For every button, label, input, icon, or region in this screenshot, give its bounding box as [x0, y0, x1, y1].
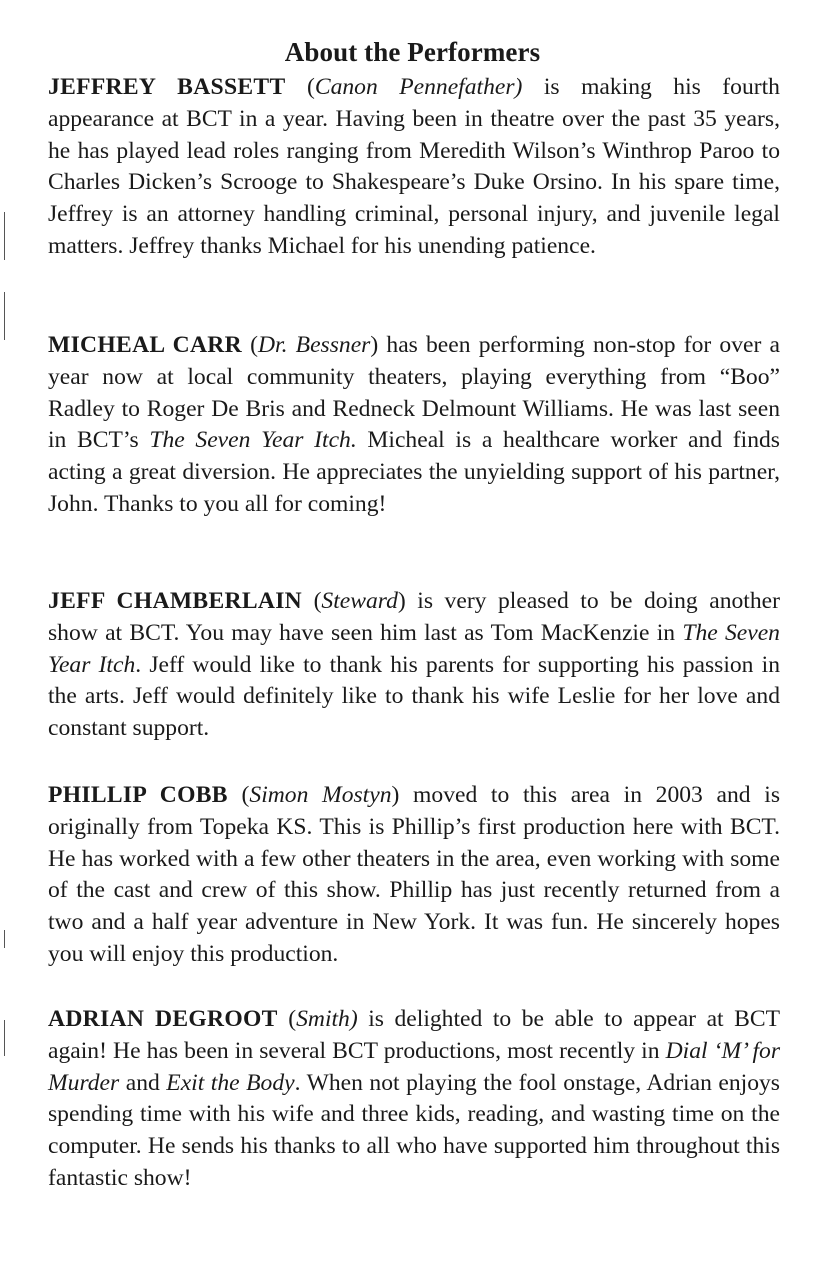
- performer-bio: ADRIAN DEGROOT (Smith) is delighted to be able to appear at BCT again! He has been in several BCT productions, most recently in Dial ‘M’ for Murder and Exit the Body. When not playing the fool onstage, Adrian enjoys spending time with his wife and three kids, reading, and wasting time on the computer. He sends his thanks to all who have supported him throughout this fantastic show!: [48, 1006, 781, 1191]
- performer-name: JEFF CHAMBERLAIN: [48, 588, 303, 614]
- bio-text-segment: Micheal is a healthcare worker and finds acting a great diversion. He appreciates the unyielding support of his partner, John. Thanks to you all for coming!: [48, 427, 780, 517]
- page-title: About the Performers: [284, 37, 541, 67]
- bio-text-segment: ) has been performing non-stop for over a year now at local community theaters, playing everything from “Boo” Radley to Roger De Bris and Redneck Delmount Williams. He was last seen in BCT’s: [48, 332, 780, 454]
- bio-text: [48, 1006, 780, 1191]
- performer-name: PHILLIP COBB: [48, 782, 228, 808]
- scan-edge-mark: [4, 292, 5, 340]
- bio-text: [48, 74, 780, 259]
- performer-bio: MICHEAL CARR (Dr. Bessner) has been performing non-stop for over a year now at local community theaters, playing everything from “Boo” Radley to Roger De Bris and Redneck Delmount Williams. He was last seen in BCT’s The Seven Year Itch. Micheal is a healthcare worker and finds acting a great diversion. He appreciates the unyielding support of his partner, John. Thanks to you all for coming!: [48, 332, 780, 517]
- bio-text-segment: ) moved to this area in 2003 and is originally from Topeka KS. This is Phillip’s first production here with BCT. He has worked with a few other theaters in the area, even working with some of the cast and crew of this show. Phillip has just recently returned from a two and a half year adventure in New York. It was fun. He sincerely hopes you will enjoy this production.: [48, 782, 781, 967]
- performer-bio: JEFFREY BASSETT (Canon Pennefather) is making his fourth appearance at BCT in a year. Having been in theatre over the past 35 years, he has played lead roles ranging from Meredith Wilson’s Winthrop Paroo to Charles Dicken’s Scrooge to Shakespeare’s Duke Orsino. In his spare time, Jeffrey is an attorney handling criminal, personal injury, and juvenile legal matters. Jeffrey thanks Michael for his unending patience.: [48, 74, 780, 259]
- bio-text-segment: ) is very pleased to be doing another show at BCT. You may have seen him last as Tom MacKenzie in: [48, 588, 780, 646]
- bio-text-segment: is making his fourth appearance at BCT in a year. Having been in theatre over the past 35 years, he has played lead roles ranging from Meredith Wilson’s Winthrop Paroo to Charles Dicken’s Scrooge to Shakespeare’s Duke Orsino. In his spare time, Jeffrey is an attorney handling criminal, personal injury, and juvenile legal matters. Jeffrey thanks Michael for his unending patience.: [48, 74, 780, 259]
- bio-text: [48, 332, 780, 517]
- scan-edge-mark: [4, 930, 5, 948]
- bio-text-segment: is delighted to be able to appear at BCT again! He has been in several BCT productions, most recently in: [48, 1006, 780, 1064]
- performer-name: ADRIAN DEGROOT: [48, 1006, 278, 1032]
- bio-text-segment: . When not playing the fool onstage, Adrian enjoys spending time with his wife and three kids, reading, and wasting time on the computer. He sends his thanks to all who have supported him throughout this fantastic show!: [48, 1069, 780, 1191]
- performer-role: Dr. Bessner: [258, 332, 371, 358]
- show-title: The Seven Year Itch.: [149, 427, 357, 454]
- performer-bio: PHILLIP COBB (Simon Mostyn) moved to this area in 2003 and is originally from Topeka KS. This is Phillip’s first production here with BCT. He has worked with a few other theaters in the area, even working with some of the cast and crew of this show. Phillip has just recently returned from a two and a half year adventure in New York. It was fun. He sincerely hopes you will enjoy this production.: [48, 782, 781, 967]
- performer-bio: JEFF CHAMBERLAIN (Steward) is very pleased to be doing another show at BCT. You may have seen him last as Tom MacKenzie in The Seven Year Itch. Jeff would like to thank his parents for supporting his passion in the arts. Jeff would definitely like to thank his wife Leslie for her love and constant support.: [48, 588, 780, 742]
- performer-role: Steward: [321, 588, 398, 614]
- show-title: The Seven Year Itch: [48, 619, 780, 678]
- performer-name: MICHEAL CARR: [48, 332, 242, 358]
- bio-text: [48, 782, 780, 967]
- performer-role: Simon Mostyn: [249, 782, 392, 808]
- show-title: Exit the Body: [166, 1069, 295, 1096]
- scan-edge-mark: [4, 1020, 5, 1056]
- performer-name: JEFFREY BASSETT: [48, 74, 286, 100]
- performer-role: Smith): [296, 1006, 358, 1032]
- scan-edge-mark: [4, 212, 5, 260]
- show-title: Dial ‘M’ for Murder: [48, 1037, 781, 1096]
- bio-text-segment: . Jeff would like to thank his parents for supporting his passion in the arts. Jeff would definitely like to thank his wife Leslie for her love and constant support.: [48, 651, 780, 742]
- bio-text-segment: and: [119, 1069, 167, 1096]
- performer-role: Canon Pennefather): [314, 74, 523, 100]
